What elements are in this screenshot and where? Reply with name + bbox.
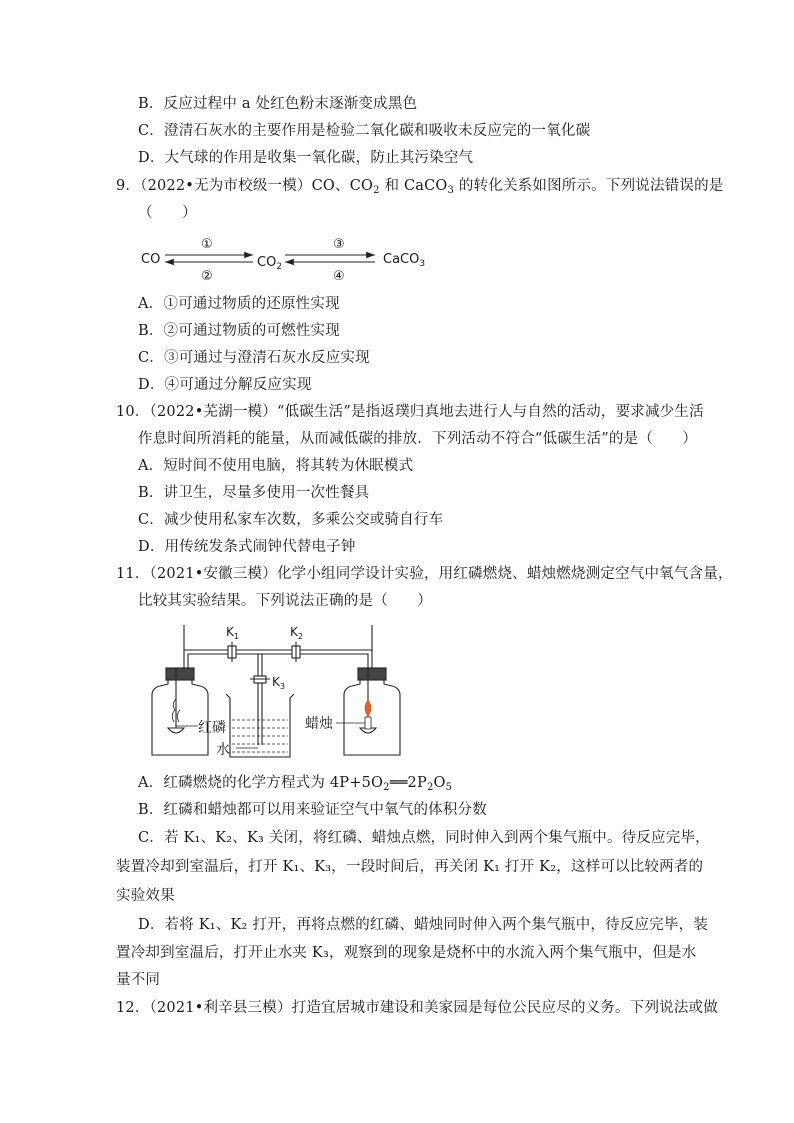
prev-option-c: C．澄清石灰水的主要作用是检验二氧化碳和吸收未反应完的一氧化碳 xyxy=(138,123,591,139)
left-stopper xyxy=(166,668,194,680)
q9-option-b: B．②可通过物质的可燃性实现 xyxy=(138,323,340,339)
q11-stem-line2: 比较其实验结果。下列说法正确的是（ ） xyxy=(138,593,432,609)
q9-stem-a: 9．（2022•无为市校级一模）CO、CO xyxy=(116,178,374,194)
q11-option-c-line2: 装置冷却到室温后，打开 K₁、K₃，一段时间后，再关闭 K₁ 打开 K₂，这样可以比较两者的 xyxy=(116,859,704,875)
q9-answer-paren: （ ） xyxy=(138,205,197,221)
q11-option-d-line3: 量不同 xyxy=(116,972,161,988)
q10-option-b: B．讲卫生，尽量多使用一次性餐具 xyxy=(138,485,370,501)
q9-co2-label: $CO_2$ xyxy=(257,255,283,272)
q9-n1: ① xyxy=(201,237,213,252)
q12-stem-line1: 12．（2021•利辛县三模）打造宜居城市建设和美家园是每位公民应尽的义务。下列说法或做 xyxy=(116,1000,718,1016)
q11-option-c-line1: C．若 K₁、K₂、K₃ 关闭，将红磷、蜡烛点燃，同时伸入到两个集气瓶中。待反应完毕， xyxy=(138,830,710,846)
q10-stem-line2: 作息时间所消耗的能量，从而减低碳的排放．下列活动不符合“低碳生活”的是（ ） xyxy=(138,431,698,447)
water-label: 水 xyxy=(216,742,230,758)
left-gas-bottle xyxy=(152,678,208,755)
beaker xyxy=(226,694,294,757)
q10-option-a: A．短时间不使用电脑，将其转为休眠模式 xyxy=(138,458,414,474)
q10-option-d: D．用传统发条式闹钟代替电子钟 xyxy=(138,539,356,555)
red-phosphorus-label: 红磷 xyxy=(198,720,226,736)
prev-option-d: D．大气球的作用是收集一氧化碳，防止其污染空气 xyxy=(138,150,474,166)
q9-option-a: A．①可通过物质的还原性实现 xyxy=(138,296,340,312)
q9-caco3-label: CaCO$_3$ xyxy=(383,252,426,269)
q9-n2: ② xyxy=(201,269,213,284)
q9-stem-sub: 2 xyxy=(373,185,380,196)
candle-flame-icon xyxy=(365,700,371,716)
q9-option-c: C．③可通过与澄清石灰水反应实现 xyxy=(138,350,370,366)
q11-stem-line1: 11．（2021•安徽三模）化学小组同学设计实验，用红磷燃烧、蜡烛燃烧测定空气中氧气含量， xyxy=(116,566,733,582)
k1-label: $K_1$ xyxy=(226,625,239,641)
q9-option-d: D．④可通过分解反应实现 xyxy=(138,377,312,393)
q10-option-c: C．减少使用私家车次数，多乘公交或骑自行车 xyxy=(138,512,444,528)
q11-apparatus-figure xyxy=(140,620,430,765)
red-phosphorus-spoon xyxy=(168,728,184,733)
k2-label: $K_2$ xyxy=(290,625,303,641)
prev-option-b: B．反应过程中 a 处红色粉末逐渐变成黑色 xyxy=(138,96,418,112)
candle-label: 蜡烛 xyxy=(305,716,333,732)
q11-option-d-line1: D．若将 K₁、K₂ 打开，再将点燃的红磷、蜡烛同时伸入两个集气瓶中，待反应完毕，装 xyxy=(138,917,709,933)
q9-n4: ④ xyxy=(333,269,345,284)
q9-stem-b: 和 CaCO xyxy=(379,178,448,194)
q9-n3: ③ xyxy=(333,237,345,252)
q11-option-b: B．红磷和蜡烛都可以用来验证空气中氧气的体积分数 xyxy=(138,802,487,818)
q9-stem xyxy=(116,176,723,196)
right-gas-bottle xyxy=(344,678,400,755)
k3-label: $K_3$ xyxy=(272,675,285,691)
q11-option-c-line3: 实验效果 xyxy=(116,888,175,904)
q9-co-label: CO xyxy=(141,252,161,267)
q10-stem-line1: 10．（2022•芜湖一模）“低碳生活”是指返璞归真地去进行人与自然的活动，要求减少生活 xyxy=(116,404,704,420)
q9-stem-sub2: 3 xyxy=(447,185,455,196)
q11-option-a: A．红磷燃烧的化学方程式为 $4P+5O_2══2P_2O_5$ xyxy=(138,775,453,793)
q11-option-d-line2: 置冷却到室温后，打开止水夹 K₃，观察到的现象是烧杯中的水流入两个集气瓶中，但是水 xyxy=(116,945,697,961)
q9-conversion-diagram xyxy=(135,230,435,290)
q9-stem-c: 的转化关系如图所示。下列说法错误的是 xyxy=(454,178,724,194)
right-stopper xyxy=(358,668,386,680)
